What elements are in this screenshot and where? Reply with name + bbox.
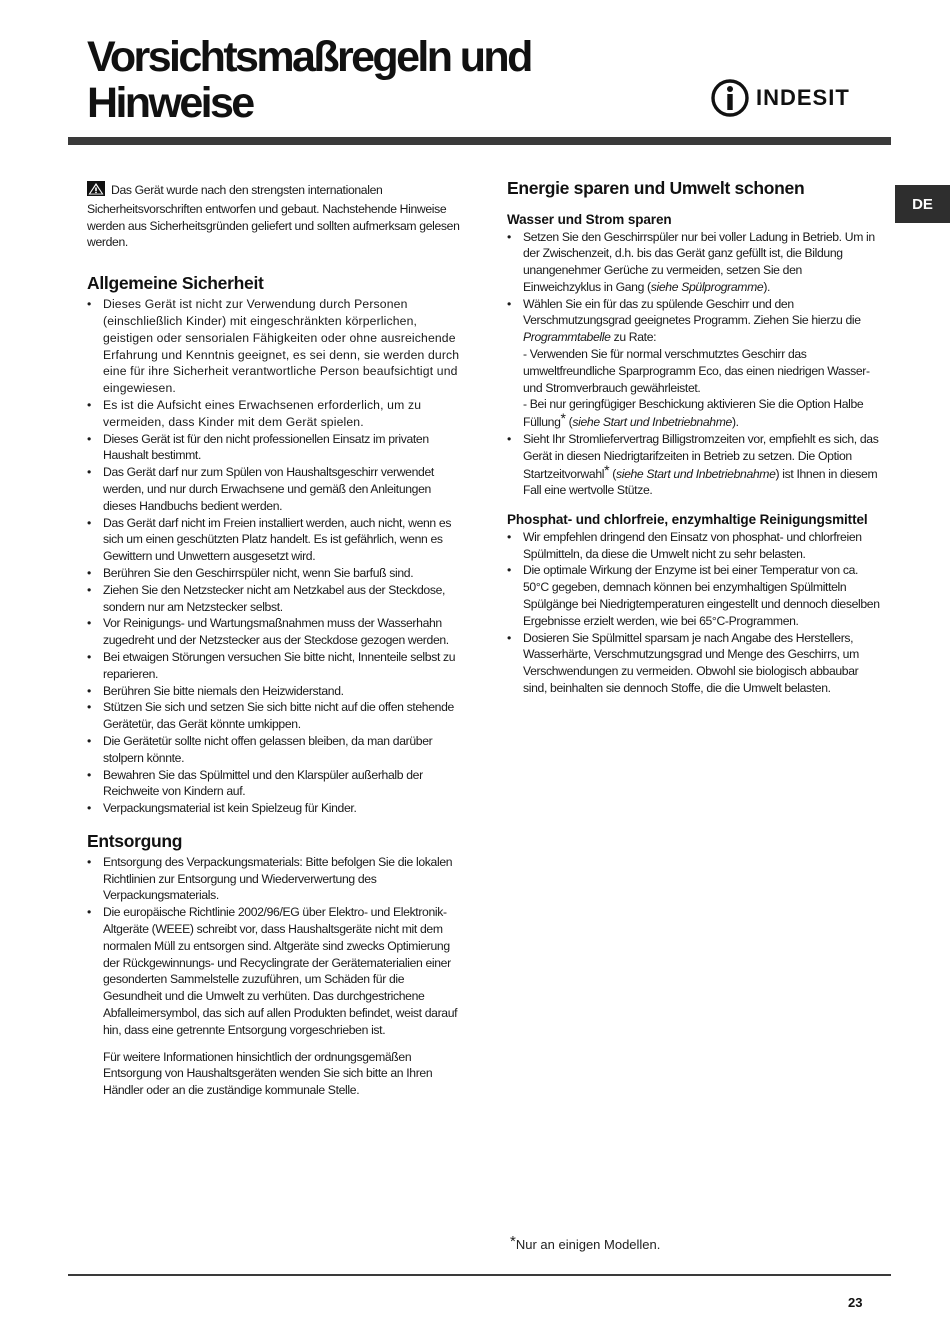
list-item: • Dosieren Sie Spülmittel sparsam je nach Angabe des Herstellers, Wasserhärte, Verschmutzungsgrad und Menge des Geschirrs, um Verschwendungen zu vermeiden. Obwohl sie biologisch abbaubar sind, beinhalten sie dennoch Stoffe, die die Umwelt belasten.	[507, 630, 882, 697]
list-item: • Die optimale Wirkung der Enzyme ist bei einer Temperatur von ca. 50°C gegeben, demnach können bei enzymhaltigen Spülmitteln Spülgänge bei Niedrigtemperaturen eingestellt und dennoch dieselben Ergebnisse erzielt werden, wie bei 65°C-Programmen.	[507, 562, 882, 629]
list-item: • Wir empfehlen dringend den Einsatz von phosphat- und chlorfreien Spülmitteln, da diese die Umwelt nicht zu sehr belasten.	[507, 529, 882, 563]
intro-text: Das Gerät wurde nach den strengsten internationalen Sicherheitsvorschriften entworfen und gebaut. Nachstehende Hinweise werden aus Sicherheitsgründen geliefert und sollten aufmerksam gelesen werden.	[87, 183, 460, 250]
list-item: • Es ist die Aufsicht eines Erwachsenen erforderlich, um zu vermeiden, dass Kinder mit dem Gerät spielen.	[87, 397, 465, 431]
brand-logo	[710, 78, 850, 118]
disposal-list	[87, 854, 465, 1039]
list-item: • Verpackungsmaterial ist kein Spielzeug für Kinder.	[87, 800, 465, 817]
brand-name: INDESIT	[756, 85, 850, 110]
list-item: • Sieht Ihr Stromliefervertrag Billigstromzeiten vor, empfiehlt es sich, das Gerät in diesen Niedrigtarifzeiten in Betrieb zu setzen. Die Option Startzeitvorwahl* (siehe Start und Inbetriebnahme) ist Ihnen in diesem Fall eine wertvolle Stütze.	[507, 431, 882, 499]
phosphate-list	[507, 529, 882, 697]
list-item: • Berühren Sie bitte niemals den Heizwiderstand.	[87, 683, 465, 700]
item-text: ) ist Ihnen in diesem Fall eine wertvolle Stütze.	[523, 466, 878, 498]
list-item: • Entsorgung des Verpackungsmaterials: Bitte befolgen Sie die lokalen Richtlinien zur Entsorgung und Wiederverwertung des Verpackungsmaterials.	[87, 854, 465, 904]
header-divider	[68, 137, 891, 145]
left-column	[87, 181, 465, 1099]
item-text: Wählen Sie ein für das zu spülende Geschirr und den Verschmutzungsgrad geeignetes Programm. Ziehen Sie hierzu die	[523, 296, 861, 328]
warning-icon	[87, 181, 105, 201]
item-text: - Bei nur geringfügiger Beschickung aktivieren Sie die Option Halbe Füllung	[523, 397, 864, 430]
list-item: • Die europäische Richtlinie 2002/96/EG über Elektro- und Elektronik-Altgeräte (WEEE) schreibt vor, dass Haushaltsgeräte nicht mit dem normalen Müll zu entsorgen sind. Altgeräte sind zwecks Optimierung der Rückgewinnungs- und Recyclingrate der Gerätematerialien einer gesonderten Sammelstelle zuzuführen, um Schäden für die Gesundheit und die Umwelt zu verhüten. Das durchgestrichene Abfalleimersymbol, das sich auf allen Produkten befindet, weist darauf hin, dass eine getrennte Entsorgung vorgeschrieben ist.	[87, 904, 465, 1038]
safety-list	[87, 296, 465, 817]
item-text: ).	[763, 279, 771, 294]
disposal-note: Für weitere Informationen hinsichtlich der ordnungsgemäßen Entsorgung von Haushaltsgeräten wenden Sie sich bitte an Ihren Händler oder an die zuständige kommunale Stelle.	[103, 1049, 433, 1098]
footer-divider	[68, 1274, 891, 1276]
list-item: • Bewahren Sie das Spülmittel und den Klarspüler außerhalb der Reichweite von Kindern auf.	[87, 767, 465, 801]
intro-paragraph	[87, 181, 465, 251]
item-text: zu Rate:	[610, 330, 657, 345]
list-item: • Berühren Sie den Geschirrspüler nicht, wenn Sie barfuß sind.	[87, 565, 465, 582]
language-tab: DE	[895, 185, 950, 223]
brand-logo-icon	[710, 78, 750, 118]
list-item	[507, 229, 882, 296]
list-item	[507, 296, 882, 431]
page-number: 23	[848, 1295, 863, 1310]
page-title	[87, 34, 607, 126]
water-heading: Wasser und Strom sparen	[507, 212, 672, 227]
safety-heading: Allgemeine Sicherheit	[87, 273, 264, 294]
asterisk-mark: *	[510, 1233, 516, 1250]
cross-reference: siehe Start und Inbetriebnahme	[572, 415, 732, 430]
list-item: • Das Gerät darf nicht im Freien installiert werden, auch nicht, wenn es sich um einen geschützten Platz handelt. Es ist gefährlich, wenn es Gewittern und Unwettern ausgesetzt wird.	[87, 515, 465, 565]
cross-reference: Programmtabelle	[523, 330, 611, 345]
right-column	[507, 178, 882, 705]
asterisk-mark: *	[604, 461, 610, 478]
disposal-heading: Entsorgung	[87, 830, 183, 851]
cross-reference: siehe Start und Inbetriebnahme	[615, 466, 776, 481]
list-item: • Stützen Sie sich und setzen Sie sich bitte nicht auf die offen stehende Gerätetür, das Gerät könnte umkippen.	[87, 699, 465, 733]
list-item: • Das Gerät darf nur zum Spülen von Haushaltsgeschirr verwendet werden, und nur durch Erwachsene und gemäß den Anleitungen dieses Handbuchs bedient werden.	[87, 464, 465, 514]
energy-heading: Energie sparen und Umwelt schonen	[507, 178, 805, 198]
list-item: • Dieses Gerät ist für den nicht professionellen Einsatz im privaten Haushalt bestimmt.	[87, 431, 465, 465]
item-text: Setzen Sie den Geschirrspüler nur bei voller Ladung in Betrieb. Um in der Zwischenzeit, d.h. bis das Gerät ganz gefüllt ist, die Bildung unangenehmer Gerüche zu vermeiden, setzen Sie den Einweichzyklus in Gang (	[523, 229, 875, 294]
page-title-line-2: Hinweise	[87, 79, 253, 127]
page-title-line-1: Vorsichtsmaßregeln und	[87, 33, 531, 81]
water-list	[507, 229, 882, 500]
list-item: • Die Gerätetür sollte nicht offen gelassen bleiben, da man darüber stolpern könnte.	[87, 733, 465, 767]
sub-item: - Verwenden Sie für normal verschmutztes Geschirr das umweltfreundliche Sparprogramm Eco, das einen niedrigen Wasser- und Stromverbrauch gewährleistet.	[523, 347, 870, 395]
list-item: • Bei etwaigen Störungen versuchen Sie bitte nicht, Innenteile selbst zu reparieren.	[87, 649, 465, 683]
list-item: • Ziehen Sie den Netzstecker nicht am Netzkabel aus der Steckdose, sondern nur am Netzstecker selbst.	[87, 582, 465, 616]
footnote-text: Nur an einigen Modellen.	[515, 1237, 661, 1252]
asterisk-mark: *	[560, 410, 566, 427]
item-text: Sieht Ihr Stromliefervertrag Billigstromzeiten vor, empfiehlt es sich, das Gerät in diesen Niedrigtarifzeiten in Betrieb zu setzen. Die Option Startzeitvorwahl	[523, 432, 879, 481]
cross-reference: siehe Spülprogramme	[650, 279, 764, 294]
phosphate-heading: Phosphat- und chlorfreie, enzymhaltige Reinigungsmittel	[507, 512, 868, 528]
list-item: • Vor Reinigungs- und Wartungsmaßnahmen muss der Wasserhahn zugedreht und der Netzstecker aus der Steckdose gezogen werden.	[87, 615, 465, 649]
footnote	[510, 1233, 661, 1253]
sub-item: - Bei nur geringfügiger Beschickung aktivieren Sie die Option Halbe Füllung* (siehe Start und Inbetriebnahme).	[523, 397, 864, 430]
list-item: • Dieses Gerät ist nicht zur Verwendung durch Personen (einschließlich Kinder) mit eingeschränkten körperlichen, geistigen oder sensorialen Fähigkeiten oder ohne ausreichende Erfahrung und Kenntnis geeignet, es sei denn, sie werden durch eine für ihre Sicherheit verantwortliche Person beaufsichtigt und eingewiesen.	[87, 296, 465, 397]
